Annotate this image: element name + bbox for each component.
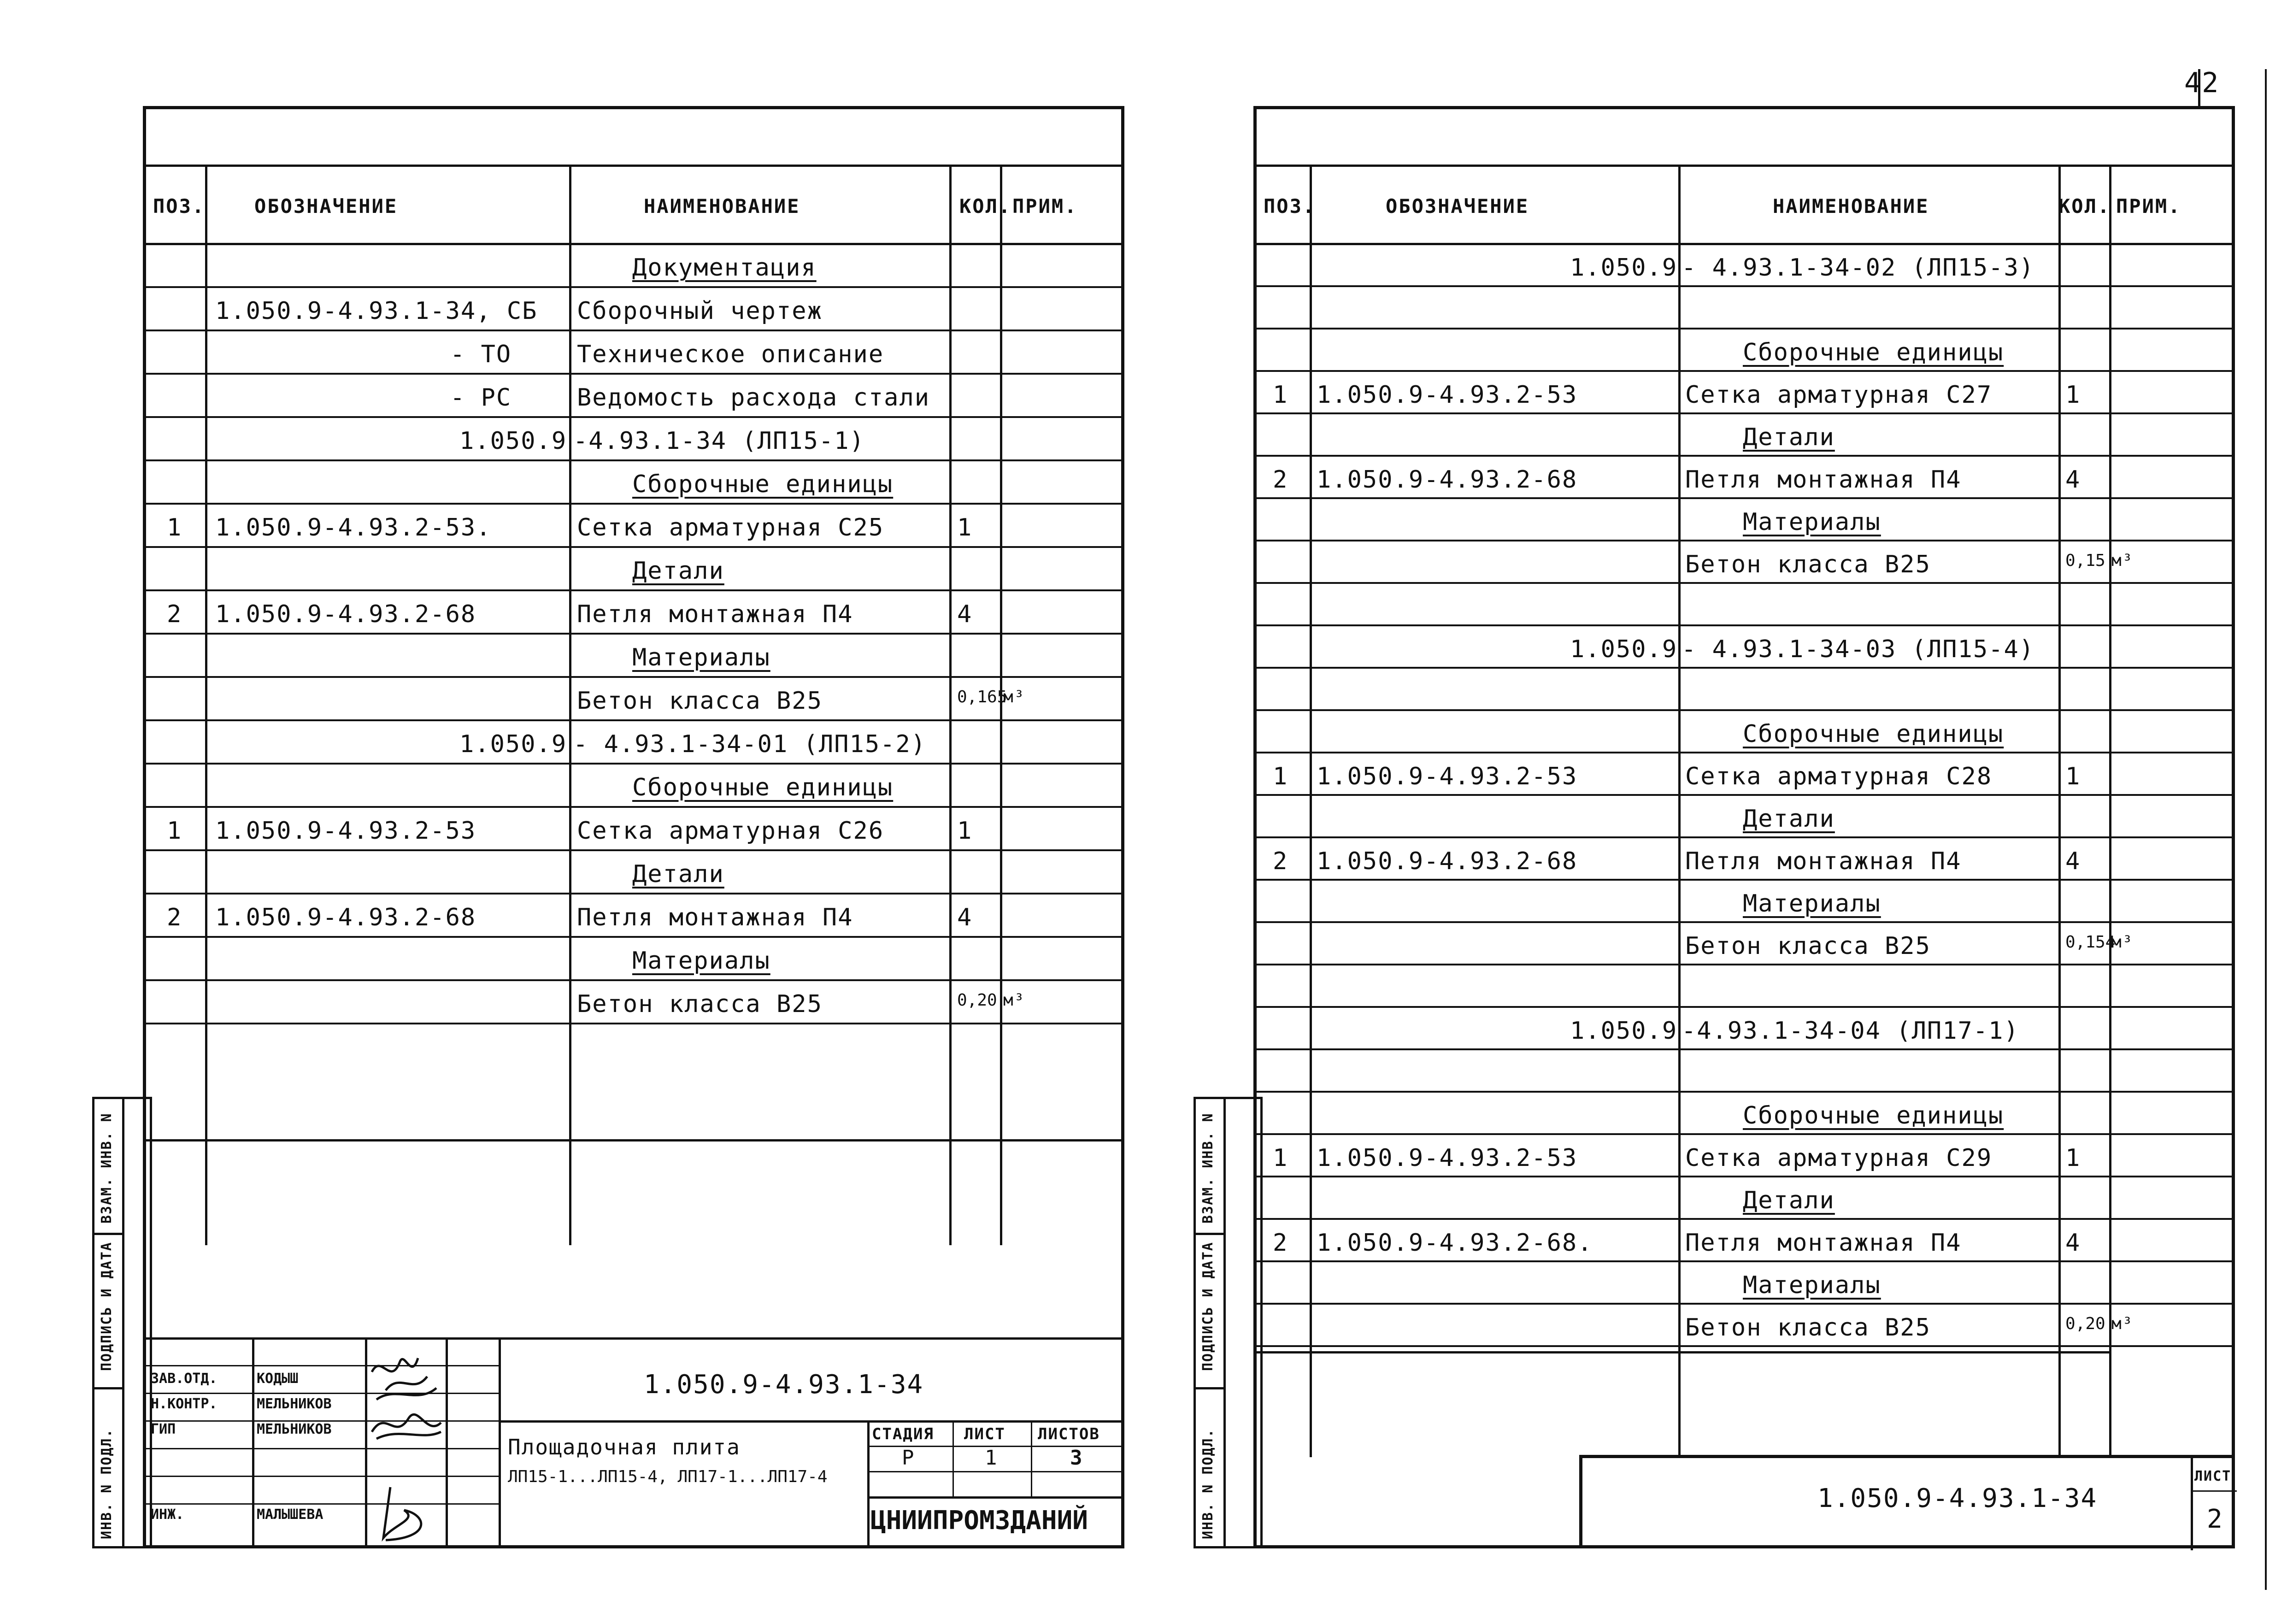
right-col-line-2 [1678,165,1681,1457]
row-name: Бетон класса В25 [577,687,823,715]
right-col-line-1 [1310,165,1312,1457]
row-designation: 1.050.9-4.93.2-53 [215,817,476,845]
left-header-name: НАИМЕНОВАНИЕ [644,195,800,218]
left-side-strip-row-2 [94,1387,122,1389]
row-pos: 2 [1273,466,1288,494]
left-top-band-line [146,165,1123,167]
left-header-qty: КОЛ. [959,195,1012,218]
table-row-line [1257,328,2234,330]
table-row-line [146,416,1123,418]
row-name: Петля монтажная П4 [1685,847,1962,875]
left-stamp-code-line [499,1420,1123,1423]
group-code: - 4.93.1-34-01 (ЛП15-2) [573,730,927,758]
left-stamp-stage: Р [902,1446,915,1470]
table-row-line [146,893,1123,894]
left-side-strip [92,1097,152,1548]
right-side-label-vzam: ВЗАМ. ИНВ. N [1200,1112,1216,1224]
right-side-strip [1194,1097,1263,1548]
left-side-strip-row-1 [94,1233,122,1235]
table-row-line [146,806,1123,808]
row-qty: 0,20 [2065,1314,2105,1333]
page-number-mark [2198,69,2200,106]
group-code: -4.93.1-34 (ЛП15-1) [573,427,865,455]
right-header-pos: ПОЗ. [1264,195,1316,218]
left-col-line-4 [1000,165,1002,1245]
row-pos: 2 [167,600,182,628]
row-note: м³ [2111,1314,2134,1333]
right-side-label-sign: ПОДПИСЬ И ДАТА [1200,1242,1216,1371]
group-code-prefix: 1.050.9 [1570,1017,1678,1045]
right-header-qty: КОЛ. [2058,195,2111,218]
left-stamp-row-2 [146,1393,499,1394]
table-row-line [146,503,1123,505]
left-stamp-row-6 [146,1503,499,1505]
row-pos: 2 [1273,847,1288,875]
row-name: Петля монтажная П4 [577,904,853,931]
table-row-line [1257,1176,2234,1177]
table-row-line [146,719,1123,721]
right-col-line-4 [2109,165,2111,1457]
table-row-line [1257,879,2234,881]
right-stamp [1579,1455,2234,1547]
table-row-line [1257,582,2234,584]
table-row-line [1257,1091,2234,1093]
table-row-line [1257,794,2234,796]
group-code-prefix: 1.050.9 [1570,635,1678,663]
left-side-label-vzam: ВЗАМ. ИНВ. N [99,1112,115,1224]
right-header-note: ПРИМ. [2116,195,2181,218]
left-header-note: ПРИМ. [1012,195,1078,218]
left-stamp-sheet-label: ЛИСТ [964,1425,1005,1443]
left-stamp-sheet: 1 [985,1446,998,1470]
group-code: - 4.93.1-34-03 (ЛП15-4) [1682,635,2035,663]
right-side-strip-row-2 [1196,1387,1223,1389]
table-row-line [1257,370,2234,372]
signature-3 [376,1478,441,1547]
signature-2 [367,1400,446,1446]
row-designation: 1.050.9-4.93.2-53 [1317,1144,1578,1172]
row-pos: 1 [1273,1144,1288,1172]
row-name: Петля монтажная П4 [1685,1229,1962,1257]
row-name: Бетон класса В25 [1685,551,1931,578]
table-row-line [146,330,1123,331]
section-title: Сборочные единицы [632,774,894,801]
table-row-line [1257,667,2234,669]
left-side-label-inv: ИНВ. N ПОДЛ. [99,1428,115,1539]
row-qty: 1 [2065,763,2081,790]
stamp-person-name: МАЛЫШЕВА [257,1506,323,1523]
section-title: Детали [1743,424,1835,451]
left-header-designation: ОБОЗНАЧЕНИЕ [254,195,398,218]
row-designation: 1.050.9-4.93.2-68 [1317,466,1578,494]
left-stamp-title-line2: ЛП15-1...ЛП15-4, ЛП17-1...ЛП17-4 [508,1467,828,1486]
row-designation: 1.050.9-4.93.2-53. [215,514,492,541]
right-col-line-3 [2058,165,2061,1457]
left-stamp-top-line [146,1337,1123,1340]
left-stamp-stage-col-1 [952,1420,954,1496]
left-stamp-stage-row-2 [867,1471,1123,1472]
row-name: Бетон класса В25 [1685,932,1931,960]
table-row-line [146,936,1123,938]
left-stamp-stage-label: СТАДИЯ [872,1425,934,1443]
table-row-line [146,676,1123,678]
section-title: Материалы [632,947,770,975]
row-qty: 0,15 [2065,551,2105,570]
section-title: Сборочные единицы [1743,1102,2004,1130]
table-row-line [146,1023,1123,1024]
section-title: Материалы [1743,508,1881,536]
row-qty: 4 [2065,847,2081,875]
right-sheet [1253,106,2235,1548]
left-stamp-title-divider [867,1420,870,1547]
right-stamp-sheet: 2 [2207,1504,2223,1534]
row-qty: 4 [2065,1229,2081,1257]
row-note: м³ [1003,991,1025,1010]
stamp-person-role: ГИП [151,1421,176,1437]
table-row-line [146,286,1123,288]
stamp-person-name: МЕЛЬНИКОВ [257,1421,332,1437]
right-stamp-code: 1.050.9-4.93.1-34 [1817,1483,2098,1513]
row-name: Сетка арматурная С28 [1685,763,1993,790]
row-pos: 1 [1273,763,1288,790]
group-code-prefix: 1.050.9 [1570,254,1678,282]
left-stamp-col-3 [446,1337,448,1547]
row-designation: - РС [450,384,512,412]
table-row-line [1257,1048,2234,1050]
section-title: Материалы [1743,890,1881,918]
section-title: Документация [632,254,817,282]
right-side-label-inv: ИНВ. N ПОДЛ. [1200,1428,1216,1539]
table-row-line [1257,921,2234,923]
stamp-person-name: МЕЛЬНИКОВ [257,1396,332,1412]
left-header-pos: ПОЗ. [153,195,206,218]
row-qty: 4 [2065,466,2081,494]
group-code: -4.93.1-34-04 (ЛП17-1) [1682,1017,2019,1045]
left-side-label-sign: ПОДПИСЬ И ДАТА [99,1242,115,1371]
table-row-line [1257,1345,2234,1347]
row-pos: 1 [167,514,182,541]
left-side-strip-divider [122,1099,124,1546]
row-pos: 2 [1273,1229,1288,1257]
left-stamp-sheets-label: ЛИСТОВ [1038,1425,1100,1443]
section-title: Детали [1743,805,1835,833]
table-row-line [1257,836,2234,838]
right-side-strip-row-1 [1196,1233,1223,1235]
table-row-line [146,763,1123,765]
stamp-person-role: ИНЖ. [151,1506,184,1523]
section-title: Детали [632,860,724,888]
left-stamp-sheets: 3 [1070,1446,1083,1470]
row-name: Сетка арматурная С25 [577,514,884,541]
table-row-line [146,546,1123,548]
row-qty: 1 [957,514,973,541]
right-table-bottom-line [1257,1351,2109,1353]
group-code-prefix: 1.050.9 [459,427,567,455]
section-title: Сборочные единицы [1743,339,2004,366]
right-stamp-divider [2191,1458,2193,1550]
table-row-line [1257,709,2234,711]
left-stamp-row-1 [146,1365,499,1366]
left-sheet [143,106,1124,1548]
group-code: - 4.93.1-34-02 (ЛП15-3) [1682,254,2035,282]
left-stamp-org-line [867,1496,1123,1499]
right-header-bottom-line [1257,243,2234,245]
row-note: м³ [2111,933,2134,952]
table-row-line [1257,752,2234,753]
section-title: Детали [632,557,724,585]
row-name: Сетка арматурная С27 [1685,381,1993,409]
row-name: Техническое описание [577,341,884,368]
table-row-line [146,373,1123,375]
row-name: Петля монтажная П4 [1685,466,1962,494]
table-row-line [1257,1260,2234,1262]
right-top-band-line [1257,165,2234,167]
table-row-line [1257,540,2234,541]
page-number: 42 [2184,67,2220,99]
table-row-line [1257,497,2234,499]
left-stamp-col-1 [252,1337,254,1547]
right-stamp-sheet-label: ЛИСТ [2194,1468,2232,1484]
stamp-person-name: КОДЫШ [257,1371,299,1387]
left-stamp-row-5 [146,1476,499,1477]
table-row-line [1257,412,2234,414]
left-table-bottom-line [146,1139,1123,1142]
row-note: м³ [2111,551,2134,570]
row-pos: 2 [167,904,182,931]
section-title: Сборочные единицы [1743,720,2004,748]
section-title: Детали [1743,1187,1835,1214]
table-row-line [1257,1133,2234,1135]
row-name: Бетон класса В25 [577,990,823,1018]
left-col-line-1 [205,165,207,1245]
stamp-person-role: Н.КОНТР. [151,1396,218,1412]
row-name: Сборочный чертеж [577,297,823,325]
row-qty: 0,154 [2065,933,2116,952]
table-row-line [1257,285,2234,287]
row-designation: 1.050.9-4.93.2-68 [215,600,476,628]
right-stamp-sheet-line [2191,1490,2237,1492]
stamp-person-role: ЗАВ.ОТД. [151,1371,218,1387]
row-name: Сетка арматурная С29 [1685,1144,1993,1172]
row-designation: 1.050.9-4.93.2-53 [1317,763,1578,790]
table-row-line [146,979,1123,981]
right-edge-line [2265,69,2267,1590]
row-qty: 0,20 [957,991,997,1010]
right-header-name: НАИМЕНОВАНИЕ [1773,195,1929,218]
right-side-strip-divider [1223,1099,1226,1546]
table-row-line [1257,964,2234,965]
row-qty: 1 [957,817,973,845]
left-stamp-title-line1: Площадочная плита [508,1435,741,1459]
row-name: Петля монтажная П4 [577,600,853,628]
row-name: Ведомость расхода стали [577,384,930,412]
table-row-line [1257,1006,2234,1008]
left-stamp-col-4 [499,1337,501,1547]
row-name: Бетон класса В25 [1685,1314,1931,1342]
row-qty: 1 [2065,1144,2081,1172]
table-row-line [146,849,1123,851]
left-stamp-row-4 [146,1448,499,1449]
row-pos: 1 [1273,381,1288,409]
row-qty: 4 [957,600,973,628]
row-qty: 4 [957,904,973,931]
group-code-prefix: 1.050.9 [459,730,567,758]
left-header-bottom-line [146,243,1123,245]
row-designation: 1.050.9-4.93.2-68 [215,904,476,931]
left-stamp-code: 1.050.9-4.93.1-34 [644,1370,924,1400]
table-row-line [146,633,1123,635]
section-title: Сборочные единицы [632,471,894,498]
section-title: Материалы [1743,1271,1881,1299]
row-designation: - ТО [450,341,512,368]
left-stamp-stage-col-2 [1031,1420,1032,1496]
row-pos: 1 [167,817,182,845]
row-note: м³ [1003,688,1025,706]
row-qty: 0,165 [957,688,1007,706]
row-qty: 1 [2065,381,2081,409]
table-row-line [146,589,1123,591]
table-row-line [1257,1303,2234,1305]
table-row-line [146,459,1123,461]
left-col-line-2 [569,165,571,1245]
table-row-line [1257,624,2234,626]
row-designation: 1.050.9-4.93.2-53 [1317,381,1578,409]
row-designation: 1.050.9-4.93.1-34, СБ [215,297,538,325]
row-designation: 1.050.9-4.93.2-68. [1317,1229,1593,1257]
right-header-designation: ОБОЗНАЧЕНИЕ [1386,195,1529,218]
row-name: Сетка арматурная С26 [577,817,884,845]
left-stamp-org: ЦНИИПРОМЗДАНИЙ [870,1506,1088,1536]
table-row-line [1257,1218,2234,1220]
row-designation: 1.050.9-4.93.2-68 [1317,847,1578,875]
table-row-line [1257,455,2234,457]
left-col-line-3 [949,165,952,1245]
section-title: Материалы [632,644,770,671]
